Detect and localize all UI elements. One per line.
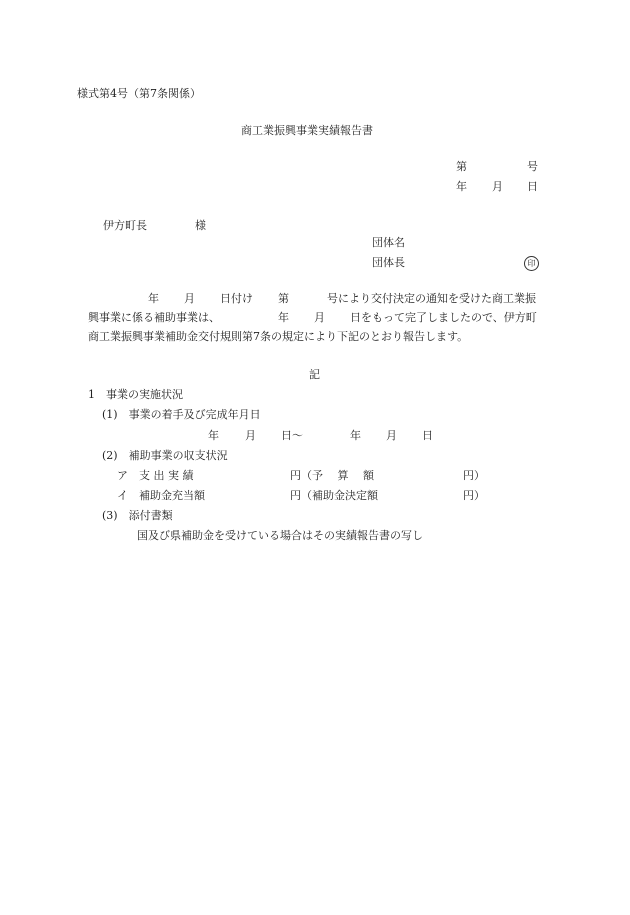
doc-number-dai: 第 xyxy=(456,160,467,173)
body-line1-rest: 号により交付決定の通知を受けた商工業振 xyxy=(327,292,536,305)
row-i-yen: 円（補助金決定額 xyxy=(290,489,378,502)
item1-start-day: 日〜 xyxy=(281,429,303,442)
item1-end-year: 年 xyxy=(350,429,361,442)
body-line1-dai: 第 xyxy=(278,292,289,305)
date-year: 年 xyxy=(456,180,467,193)
group-name-label: 団体名 xyxy=(372,236,405,249)
item1-end-month: 月 xyxy=(386,429,397,442)
body-line1-hizuke: 日付け xyxy=(220,292,253,305)
item3-label: (3) 添付書類 xyxy=(102,509,173,522)
row-a-yen: 円（予 算 額 xyxy=(290,469,374,482)
form-number: 様式第4号（第7条関係） xyxy=(77,87,201,100)
ki-heading: 記 xyxy=(309,368,320,381)
body-line2-nen: 年 xyxy=(278,311,289,324)
body-line2-tsuki: 月 xyxy=(314,311,325,324)
item2-label: (2) 補助事業の収支状況 xyxy=(102,449,228,462)
row-a-yen-close: 円） xyxy=(463,469,485,482)
doc-number-go: 号 xyxy=(527,160,538,173)
date-month: 月 xyxy=(492,180,503,193)
row-i-yen-close: 円） xyxy=(463,489,485,502)
item1-start-year: 年 xyxy=(208,429,219,442)
item1-end-day: 日 xyxy=(422,429,433,442)
date-day: 日 xyxy=(527,180,538,193)
seal-mark: 印 xyxy=(524,256,539,271)
addressee-sama: 様 xyxy=(195,219,206,232)
representative-label: 団体長 xyxy=(372,256,405,269)
item1-start-month: 月 xyxy=(245,429,256,442)
item3-text: 国及び県補助金を受けている場合はその実績報告書の写し xyxy=(137,529,423,542)
addressee-name: 伊方町長 xyxy=(103,219,147,232)
body-line1-nen: 年 xyxy=(148,292,159,305)
row-a-label: ア 支 出 実 績 xyxy=(117,469,194,482)
item1-label: (1) 事業の着手及び完成年月日 xyxy=(102,408,261,421)
body-line3: 商工業振興事業補助金交付規則第7条の規定により下記のとおり報告します。 xyxy=(88,330,469,343)
document-title: 商工業振興事業実績報告書 xyxy=(241,124,373,137)
body-line1-tsuki: 月 xyxy=(184,292,195,305)
row-i-label: イ 補助金充当額 xyxy=(117,489,205,502)
body-line2-rest: 日をもって完了しましたので、伊方町 xyxy=(350,311,537,324)
section1-heading: 1 事業の実施状況 xyxy=(88,388,183,401)
body-line2-start: 興事業に係る補助事業は、 xyxy=(88,311,220,324)
